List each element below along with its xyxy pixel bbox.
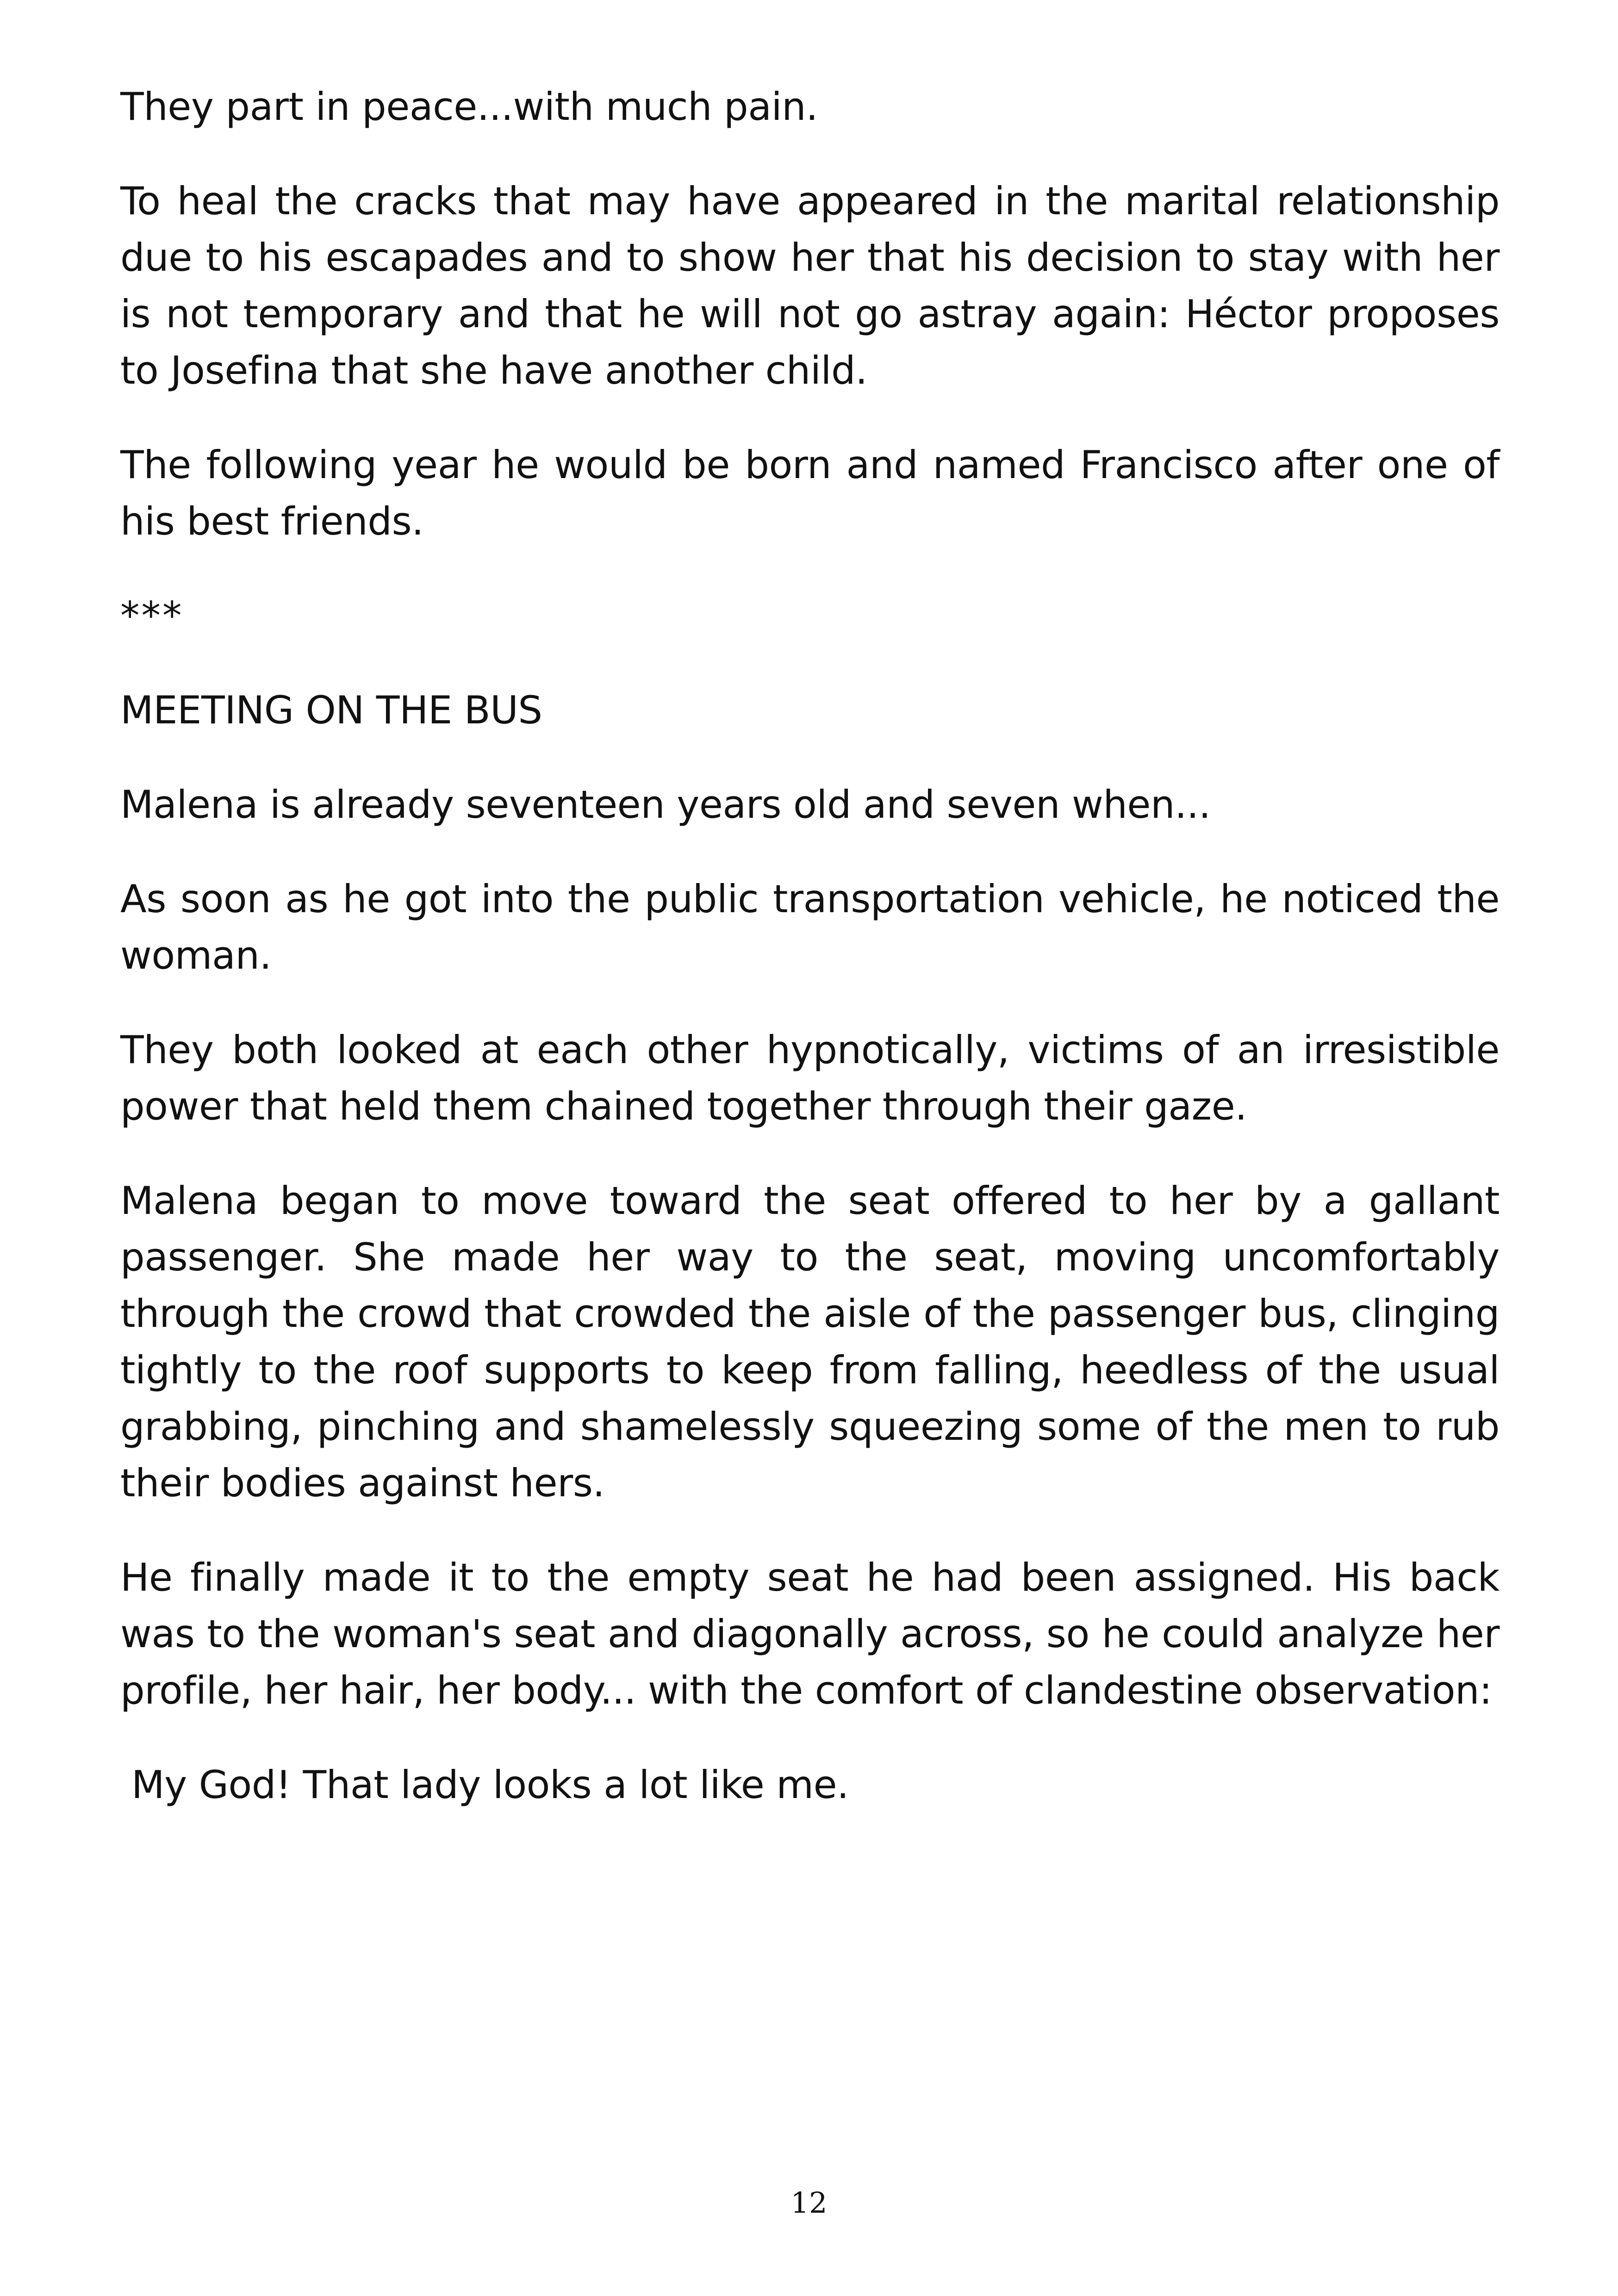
paragraph-healing-cracks: To heal the cracks that may have appeared in the marital relationship due to his escapades and to show her that his decision to stay with her is not temporary and that he will not go astray again: Héctor proposes to Josefina that she have another child. (120, 179, 1500, 393)
page-number: 12 (790, 2186, 828, 2220)
section-heading: MEETING ON THE BUS (120, 688, 542, 733)
paragraph-hypnotic-gaze: They both looked at each other hypnotically, victims of an irresistible power that held them chained together through their gaze. (120, 1027, 1500, 1129)
paragraph-malena-age: Malena is already seventeen years old and seven when... (120, 782, 1211, 827)
paragraph-my-god: My God! That lady looks a lot like me. (131, 1762, 849, 1807)
paragraph-boarding-bus: As soon as he got into the public transportation vehicle, he noticed the woman. (120, 877, 1500, 978)
paragraph-parting: They part in peace...with much pain. (120, 84, 818, 129)
paragraph-moving-to-seat: Malena began to move toward the seat offered to her by a gallant passenger. She made her way to the seat, moving uncomfortably through the crowd that crowded the aisle of the passenger bus, clinging tightly to the roof supports to keep from falling, heedless of the usual grabbing, pinching and shamelessly squeezing some of the men to rub their bodies against hers. (120, 1178, 1500, 1506)
paragraph-empty-seat: He finally made it to the empty seat he had been assigned. His back was to the woman's seat and diagonally across, so he could analyze her profile, her hair, her body... with the comfort of clandestine observation: (120, 1555, 1500, 1713)
section-separator: *** (120, 593, 184, 638)
paragraph-francisco-born: The following year he would be born and named Francisco after one of his best friends. (120, 442, 1500, 544)
body-text (120, 79, 1500, 1851)
